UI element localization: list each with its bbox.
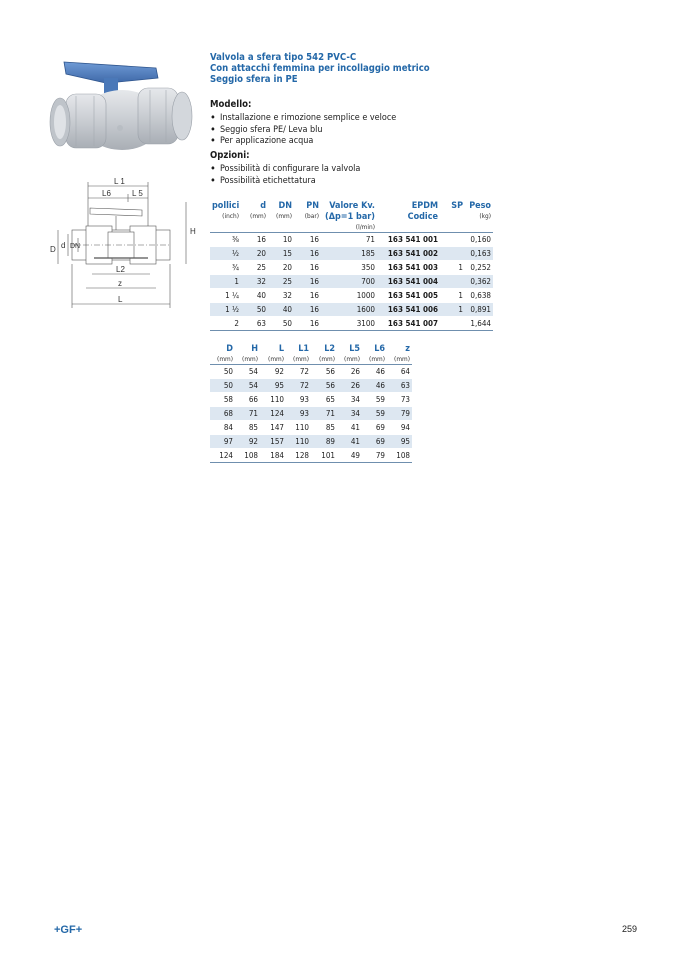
drawing-label-D: D: [50, 245, 56, 254]
list-item: • Possibilità etichettatura: [210, 176, 490, 188]
drawing-label-L1: L 1: [114, 177, 125, 186]
table-cell: 41: [337, 421, 362, 435]
options-section: [210, 150, 490, 187]
table-cell: 66: [235, 393, 260, 407]
table-row: [210, 365, 412, 379]
col-header: Valore Kv.: [329, 201, 375, 211]
table-cell: 40: [268, 303, 294, 317]
table-row: [210, 393, 412, 407]
list-item: • Seggio sfera PE/ Leva blu: [210, 125, 490, 137]
drawing-label-H: H: [190, 227, 196, 236]
table-row: [210, 233, 493, 247]
col-unit: (kg): [479, 212, 491, 220]
table-cell: 25: [241, 261, 268, 275]
col-header: pollici: [212, 201, 240, 211]
options-list: [210, 164, 490, 187]
table-cell: 15: [268, 247, 294, 261]
table-cell: 93: [286, 393, 311, 407]
drawing-label-L5: L 5: [132, 189, 143, 198]
table-cell: 84: [210, 421, 235, 435]
table-row: [210, 317, 493, 331]
dimensions-table: [210, 344, 412, 463]
table-cell: 1,644: [465, 317, 493, 331]
table-cell: 3100: [321, 317, 377, 331]
table-cell: 71: [321, 233, 377, 247]
table-cell: 50: [241, 303, 268, 317]
table-cell: 16: [294, 289, 321, 303]
table-cell: 32: [241, 275, 268, 289]
table-cell: ¾: [210, 261, 241, 275]
table-cell: 97: [210, 435, 235, 449]
table-cell: 63: [387, 379, 412, 393]
col-header: L5: [349, 344, 360, 354]
table-row: [210, 303, 493, 317]
col-header: L6: [374, 344, 385, 354]
table-cell: 0,160: [465, 233, 493, 247]
col-unit: (mm): [293, 355, 309, 363]
table-cell: 71: [311, 407, 337, 421]
table-cell: 16: [294, 275, 321, 289]
table-row: [210, 407, 412, 421]
table-cell: 25: [268, 275, 294, 289]
drawing-label-L2: L2: [116, 265, 125, 274]
table-cell: 147: [260, 421, 286, 435]
col-unit: (l/min): [355, 223, 375, 231]
table-cell: 59: [362, 393, 387, 407]
table-cell: 163 541 003: [377, 261, 440, 275]
col-unit: (mm): [394, 355, 410, 363]
table-cell: 16: [294, 247, 321, 261]
table-cell: 32: [268, 289, 294, 303]
col-header: L: [278, 344, 284, 354]
list-item: • Installazione e rimozione semplice e veloce: [210, 113, 490, 125]
table-row: [210, 247, 493, 261]
table-cell: 700: [321, 275, 377, 289]
product-title: [210, 52, 480, 85]
product-codes-table: [210, 201, 493, 331]
table-cell: 73: [387, 393, 412, 407]
col-header: PN: [306, 201, 319, 211]
model-heading: Modello:: [210, 99, 252, 110]
table-cell: 0,252: [465, 261, 493, 275]
table-cell: 89: [311, 435, 337, 449]
table-cell: [440, 247, 465, 261]
table-cell: 16: [294, 233, 321, 247]
table-row: [210, 379, 412, 393]
table-cell: 50: [210, 365, 235, 379]
drawing-label-L: L: [118, 295, 123, 304]
table-cell: 63: [241, 317, 268, 331]
table-cell: 1000: [321, 289, 377, 303]
table-cell: 85: [311, 421, 337, 435]
col-header: L1: [298, 344, 309, 354]
options-heading: Opzioni:: [210, 150, 250, 161]
col-unit: (bar): [304, 212, 319, 220]
col-unit: (inch): [222, 212, 239, 220]
table-cell: 40: [241, 289, 268, 303]
table-cell: ⅜: [210, 233, 241, 247]
col-unit: (mm): [344, 355, 360, 363]
table-cell: 79: [387, 407, 412, 421]
col-header: Peso: [469, 201, 491, 211]
title-line-2: Con attacchi femmina per incollaggio metrico: [210, 63, 430, 74]
col-header-2: (Δp=1 bar): [325, 212, 375, 222]
table-cell: 46: [362, 365, 387, 379]
model-list: [210, 113, 490, 148]
drawing-label-L6: L6: [102, 189, 111, 198]
table-cell: 184: [260, 449, 286, 463]
table-row: [210, 275, 493, 289]
table-cell: 108: [235, 449, 260, 463]
table-cell: 26: [337, 365, 362, 379]
table-cell: [440, 275, 465, 289]
model-section: [210, 99, 490, 148]
table-cell: 20: [268, 261, 294, 275]
table-cell: 16: [294, 303, 321, 317]
table-cell: 69: [362, 435, 387, 449]
table-cell: 110: [260, 393, 286, 407]
table-cell: 54: [235, 365, 260, 379]
drawing-label-z: z: [118, 279, 122, 288]
table-cell: 72: [286, 379, 311, 393]
table-cell: 128: [286, 449, 311, 463]
col-unit: (mm): [268, 355, 284, 363]
table-cell: 34: [337, 407, 362, 421]
table-cell: 1: [440, 289, 465, 303]
table-cell: 69: [362, 421, 387, 435]
table-cell: 16: [241, 233, 268, 247]
table-cell: 1: [210, 275, 241, 289]
table-cell: 124: [210, 449, 235, 463]
gf-logo: +GF+: [54, 924, 83, 936]
col-unit: [440, 212, 465, 223]
table-cell: 26: [337, 379, 362, 393]
col-header-2: Codice: [407, 212, 438, 222]
table-cell: 1600: [321, 303, 377, 317]
list-item: • Possibilità di configurare la valvola: [210, 164, 490, 176]
table-cell: 1: [440, 303, 465, 317]
table-cell: 56: [311, 379, 337, 393]
table-cell: 163 541 005: [377, 289, 440, 303]
table-cell: 46: [362, 379, 387, 393]
col-header: z: [405, 344, 410, 354]
table-cell: 124: [260, 407, 286, 421]
col-header: H: [251, 344, 258, 354]
table-cell: 16: [294, 317, 321, 331]
table-cell: 1 ¼: [210, 289, 241, 303]
table-cell: ½: [210, 247, 241, 261]
table-cell: 110: [286, 421, 311, 435]
table-cell: 163 541 001: [377, 233, 440, 247]
col-unit: (mm): [319, 355, 335, 363]
drawing-label-d: d: [61, 241, 66, 250]
table-row: [210, 261, 493, 275]
col-header: L2: [324, 344, 335, 354]
col-header: SP: [451, 201, 463, 211]
table-cell: 50: [268, 317, 294, 331]
table-cell: 54: [235, 379, 260, 393]
page-number: 259: [622, 924, 638, 934]
col-unit: (mm): [369, 355, 385, 363]
table-cell: 58: [210, 393, 235, 407]
table-cell: 163 541 006: [377, 303, 440, 317]
table-cell: [440, 317, 465, 331]
table-cell: 20: [241, 247, 268, 261]
table-cell: 1 ½: [210, 303, 241, 317]
table-cell: 92: [260, 365, 286, 379]
table-cell: 34: [337, 393, 362, 407]
table-cell: 163 541 004: [377, 275, 440, 289]
table-cell: 95: [387, 435, 412, 449]
table-cell: 2: [210, 317, 241, 331]
table-cell: 0,638: [465, 289, 493, 303]
table-cell: 49: [337, 449, 362, 463]
table-cell: 163 541 007: [377, 317, 440, 331]
table-cell: 0,891: [465, 303, 493, 317]
table-cell: 64: [387, 365, 412, 379]
col-unit: (mm): [250, 212, 266, 220]
table-cell: 163 541 002: [377, 247, 440, 261]
table-cell: 92: [235, 435, 260, 449]
table-cell: 350: [321, 261, 377, 275]
table-cell: 10: [268, 233, 294, 247]
table-cell: 93: [286, 407, 311, 421]
col-header: D: [226, 344, 233, 354]
col-header: d: [260, 201, 266, 211]
title-line-3: Seggio sfera in PE: [210, 74, 298, 85]
table-cell: 50: [210, 379, 235, 393]
table-cell: 1: [440, 261, 465, 275]
table-cell: 95: [260, 379, 286, 393]
drawing-label-DN: DN: [70, 243, 81, 250]
table-cell: 41: [337, 435, 362, 449]
col-unit: (mm): [276, 212, 292, 220]
table-cell: 185: [321, 247, 377, 261]
product-photo-ball-valve: [46, 48, 196, 166]
table-cell: 71: [235, 407, 260, 421]
table-cell: 16: [294, 261, 321, 275]
table-cell: [440, 233, 465, 247]
table-cell: 94: [387, 421, 412, 435]
table-cell: 0,163: [465, 247, 493, 261]
title-line-1: Valvola a sfera tipo 542 PVC-C: [210, 52, 357, 63]
table-row: [210, 435, 412, 449]
table-cell: 108: [387, 449, 412, 463]
col-header: EPDM: [411, 201, 438, 211]
table-cell: 0,362: [465, 275, 493, 289]
table-cell: 110: [286, 435, 311, 449]
table-cell: 56: [311, 365, 337, 379]
table-cell: 157: [260, 435, 286, 449]
table-cell: 59: [362, 407, 387, 421]
table-row: [210, 421, 412, 435]
list-item: • Per applicazione acqua: [210, 136, 490, 148]
table-row: [210, 289, 493, 303]
table-cell: 65: [311, 393, 337, 407]
table-cell: 72: [286, 365, 311, 379]
table-cell: 85: [235, 421, 260, 435]
col-header: DN: [278, 201, 292, 211]
col-unit: (mm): [217, 355, 233, 363]
table-cell: 68: [210, 407, 235, 421]
table-cell: 101: [311, 449, 337, 463]
table-cell: 79: [362, 449, 387, 463]
col-unit: (mm): [242, 355, 258, 363]
table-row: [210, 449, 412, 463]
technical-drawing: [46, 172, 196, 317]
